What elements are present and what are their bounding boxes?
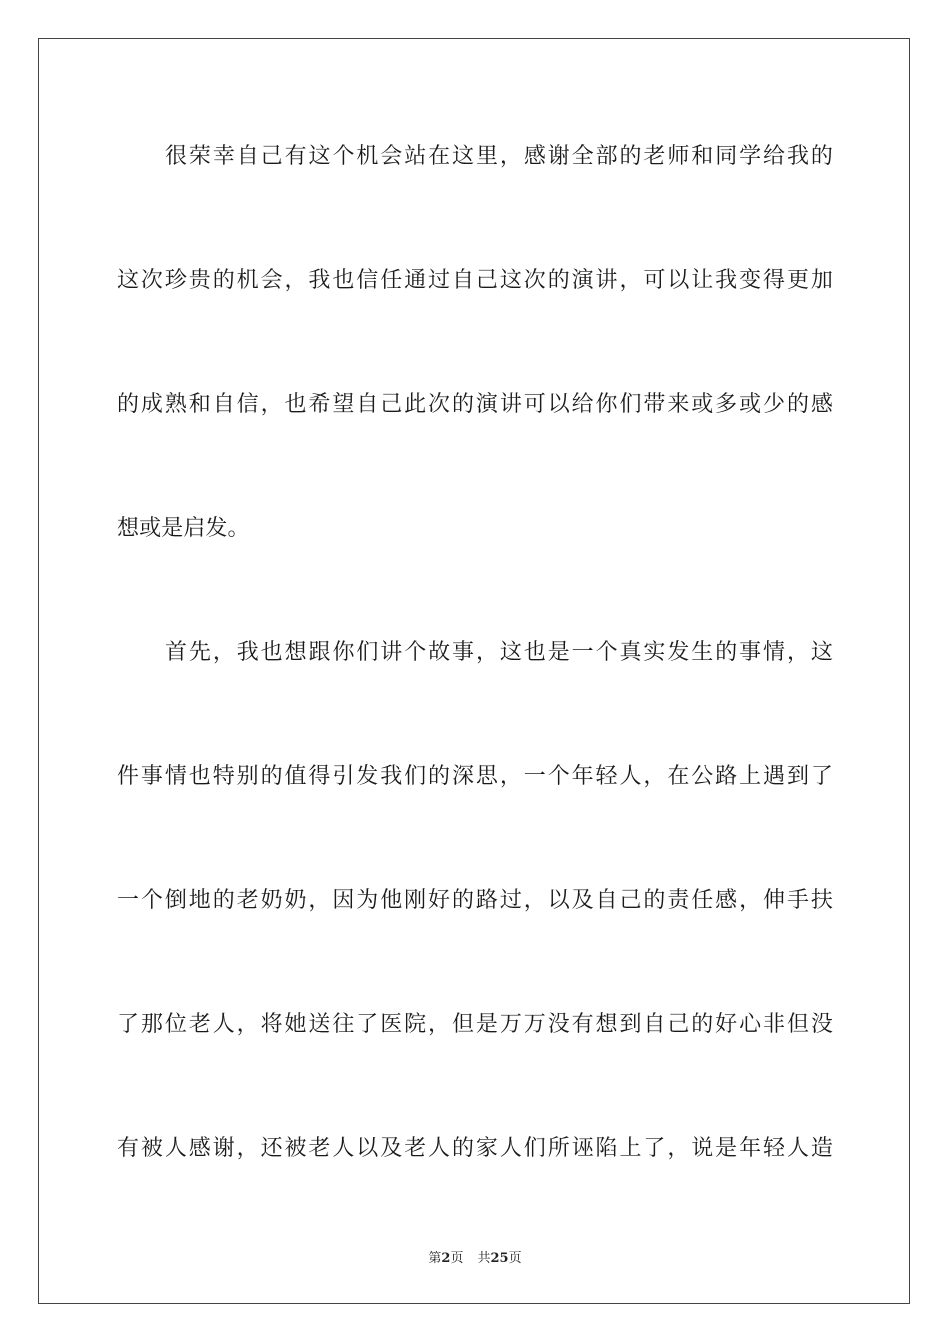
paragraph-line: 想或是启发。 [117,516,250,541]
total-suffix: 页 [508,1251,522,1266]
document-body [117,126,833,1180]
paragraph-line: 一个倒地的老奶奶，因为他刚好的路过，以及自己的责任感，伸手扶 [117,888,833,913]
paragraph-line: 这次珍贵的机会，我也信任通过自己这次的演讲，可以让我变得更加 [117,268,833,293]
total-prefix: 共 [477,1251,491,1266]
paragraph-line: 首先，我也想跟你们讲个故事，这也是一个真实发生的事情，这 [165,640,833,665]
paragraph-line: 的成熟和自信，也希望自己此次的演讲可以给你们带来或多或少的感 [117,392,833,417]
page-number: 2 [441,1251,451,1266]
page-prefix: 第 [428,1251,442,1266]
total-pages: 25 [490,1251,509,1266]
paragraph-line: 很荣幸自己有这个机会站在这里，感谢全部的老师和同学给我的 [165,144,833,169]
paragraph-1 [117,126,833,622]
page-footer [0,1247,950,1266]
paragraph-2 [117,622,833,1180]
paragraph-line: 件事情也特别的值得引发我们的深思，一个年轻人，在公路上遇到了 [117,764,833,789]
paragraph-line: 了那位老人，将她送往了医院，但是万万没有想到自己的好心非但没 [117,1012,833,1037]
paragraph-line: 有被人感谢，还被老人以及老人的家人们所诬陷上了，说是年轻人造 [117,1136,833,1161]
page-suffix: 页 [450,1251,464,1266]
